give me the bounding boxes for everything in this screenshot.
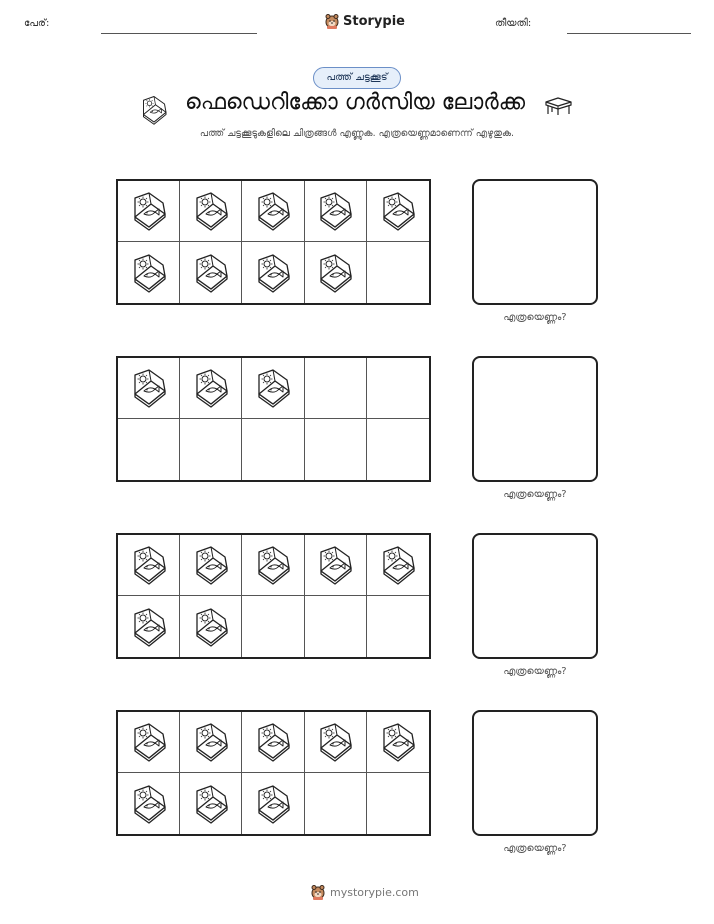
answer-label: എത്രയെണ്ണം? xyxy=(503,843,567,854)
page-title: ഫെഡെറിക്കോ ഗർസിയ ലോർക്ക xyxy=(185,90,525,115)
frame-cell xyxy=(242,535,304,596)
frame-cell xyxy=(118,358,180,419)
book-icon xyxy=(129,722,169,762)
name-line[interactable] xyxy=(101,33,257,34)
frame-cell xyxy=(367,596,429,657)
book-icon xyxy=(315,545,355,585)
book-icon xyxy=(129,607,169,647)
answer-label: എത്രയെണ്ണം? xyxy=(503,666,567,677)
book-icon xyxy=(129,368,169,408)
book-icon xyxy=(378,722,418,762)
frame-cell xyxy=(180,419,242,480)
frame-cell xyxy=(180,242,242,303)
answer-label: എത്രയെണ്ണം? xyxy=(503,312,567,323)
frame-cell xyxy=(180,773,242,834)
answer-box[interactable] xyxy=(472,179,598,305)
storypie-mascot-icon xyxy=(324,13,340,29)
date-label: തീയതി: xyxy=(495,18,532,29)
frame-cell xyxy=(242,181,304,242)
storypie-mascot-icon xyxy=(310,884,326,900)
brand-name: Storypie xyxy=(343,13,405,29)
desk-icon xyxy=(543,96,573,116)
frame-cell xyxy=(118,712,180,773)
frame-cell xyxy=(118,419,180,480)
frame-cell xyxy=(305,712,367,773)
book-icon xyxy=(129,545,169,585)
book-icon xyxy=(315,722,355,762)
book-icon xyxy=(253,722,293,762)
book-icon xyxy=(191,545,231,585)
book-icon xyxy=(191,191,231,231)
footer xyxy=(310,884,419,900)
frame-cell xyxy=(242,773,304,834)
frame-cell xyxy=(305,242,367,303)
book-icon xyxy=(253,784,293,824)
ten-frame xyxy=(116,179,431,305)
answer-box[interactable] xyxy=(472,533,598,659)
frame-cell xyxy=(242,242,304,303)
ten-frame xyxy=(116,533,431,659)
frame-cell xyxy=(305,181,367,242)
frame-cell xyxy=(367,419,429,480)
frame-cell xyxy=(180,596,242,657)
frame-cell xyxy=(305,596,367,657)
frame-cell xyxy=(118,535,180,596)
book-icon xyxy=(191,253,231,293)
instructions: പത്ത് ചട്ടക്കൂടുകളിലെ ചിത്രങ്ങൾ എണ്ണുക. എത്രയെണ്ണമാണെന്ന് എഴുതുക. xyxy=(199,128,515,139)
footer-site: mystorypie.com xyxy=(330,885,419,899)
topic-badge: പത്ത് ചട്ടക്കൂട് xyxy=(313,67,401,89)
frame-cell xyxy=(118,242,180,303)
book-icon xyxy=(253,191,293,231)
frame-cell xyxy=(367,712,429,773)
ten-frame xyxy=(116,356,431,482)
frame-cell xyxy=(367,358,429,419)
book-icon xyxy=(191,722,231,762)
book-icon xyxy=(253,545,293,585)
book-icon xyxy=(139,95,169,125)
book-icon xyxy=(191,784,231,824)
frame-cell xyxy=(367,181,429,242)
frame-cell xyxy=(305,535,367,596)
frame-cell xyxy=(180,535,242,596)
frame-cell xyxy=(367,773,429,834)
ten-frame xyxy=(116,710,431,836)
answer-box[interactable] xyxy=(472,710,598,836)
frame-cell xyxy=(367,535,429,596)
date-line[interactable] xyxy=(567,33,691,34)
answer-label: എത്രയെണ്ണം? xyxy=(503,489,567,500)
book-icon xyxy=(378,545,418,585)
book-icon xyxy=(129,784,169,824)
frame-cell xyxy=(242,596,304,657)
storypie-logo xyxy=(324,13,405,29)
frame-cell xyxy=(180,712,242,773)
frame-cell xyxy=(180,358,242,419)
frame-cell xyxy=(305,358,367,419)
frame-cell xyxy=(242,358,304,419)
book-icon xyxy=(315,191,355,231)
frame-cell xyxy=(118,773,180,834)
frame-cell xyxy=(180,181,242,242)
book-icon xyxy=(191,368,231,408)
book-icon xyxy=(129,253,169,293)
frame-cell xyxy=(118,596,180,657)
frame-cell xyxy=(305,773,367,834)
book-icon xyxy=(253,368,293,408)
book-icon xyxy=(253,253,293,293)
frame-cell xyxy=(305,419,367,480)
name-label: പേര്: xyxy=(24,18,50,29)
answer-box[interactable] xyxy=(472,356,598,482)
frame-cell xyxy=(118,181,180,242)
frame-cell xyxy=(367,242,429,303)
book-icon xyxy=(191,607,231,647)
book-icon xyxy=(129,191,169,231)
frame-cell xyxy=(242,712,304,773)
book-icon xyxy=(378,191,418,231)
frame-cell xyxy=(242,419,304,480)
book-icon xyxy=(315,253,355,293)
